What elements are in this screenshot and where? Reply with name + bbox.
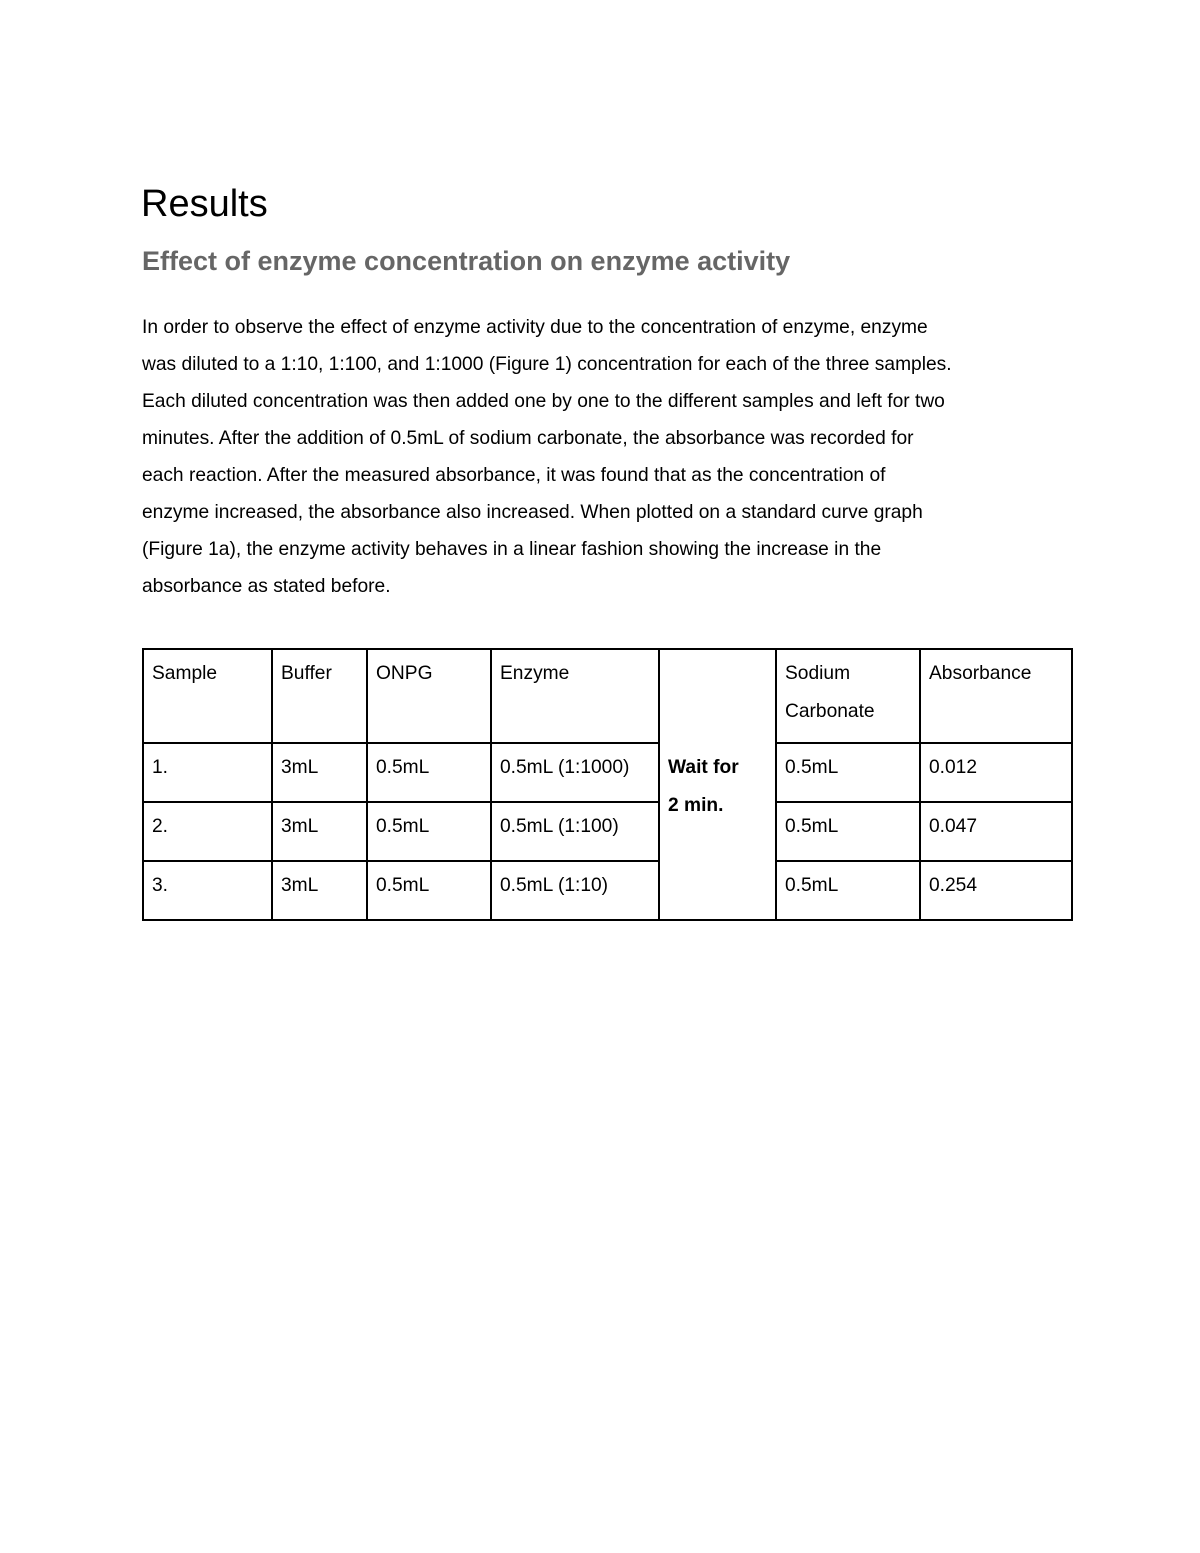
paragraph-line: absorbance as stated before. xyxy=(142,576,391,597)
cell-enzyme: 0.5mL (1:1000) xyxy=(491,743,659,802)
cell-buffer: 3mL xyxy=(272,861,367,920)
wait-cell xyxy=(659,649,776,920)
header-absorbance: Absorbance xyxy=(920,649,1072,743)
paragraph-line: In order to observe the effect of enzyme activity due to the concentration of enzyme, enzyme xyxy=(142,317,928,338)
cell-onpg: 0.5mL xyxy=(367,802,491,861)
table-row xyxy=(143,743,1072,802)
paragraph-line: each reaction. After the measured absorbance, it was found that as the concentration of xyxy=(142,465,886,486)
table-row xyxy=(143,802,1072,861)
cell-sodium: 0.5mL xyxy=(776,861,920,920)
header-sodium-carbonate xyxy=(776,649,920,743)
cell-sample: 3. xyxy=(143,861,272,920)
wait-line: 2 min. xyxy=(668,795,724,816)
cell-buffer: 3mL xyxy=(272,743,367,802)
cell-sodium: 0.5mL xyxy=(776,743,920,802)
page-title: Results xyxy=(141,183,268,225)
header-sodium-line: Carbonate xyxy=(785,701,875,722)
header-sodium-line: Sodium xyxy=(785,663,851,684)
cell-sample: 1. xyxy=(143,743,272,802)
cell-enzyme: 0.5mL (1:10) xyxy=(491,861,659,920)
header-sample: Sample xyxy=(143,649,272,743)
body-paragraph xyxy=(142,309,1072,605)
cell-enzyme: 0.5mL (1:100) xyxy=(491,802,659,861)
results-table xyxy=(142,648,1073,921)
cell-sample: 2. xyxy=(143,802,272,861)
cell-onpg: 0.5mL xyxy=(367,743,491,802)
paragraph-line: was diluted to a 1:10, 1:100, and 1:1000 (Figure 1) concentration for each of the three samples. xyxy=(142,354,952,375)
table-row xyxy=(143,861,1072,920)
cell-absorbance: 0.047 xyxy=(920,802,1072,861)
table-header-row xyxy=(143,649,1072,743)
cell-onpg: 0.5mL xyxy=(367,861,491,920)
cell-absorbance: 0.254 xyxy=(920,861,1072,920)
section-subtitle: Effect of enzyme concentration on enzyme activity xyxy=(142,246,791,276)
header-onpg: ONPG xyxy=(367,649,491,743)
header-enzyme: Enzyme xyxy=(491,649,659,743)
header-buffer: Buffer xyxy=(272,649,367,743)
cell-absorbance: 0.012 xyxy=(920,743,1072,802)
cell-buffer: 3mL xyxy=(272,802,367,861)
paragraph-line: Each diluted concentration was then added one by one to the different samples and left for two xyxy=(142,391,945,412)
cell-sodium: 0.5mL xyxy=(776,802,920,861)
wait-line: Wait for xyxy=(668,757,739,778)
wait-instruction xyxy=(668,749,767,825)
paragraph-line: enzyme increased, the absorbance also increased. When plotted on a standard curve graph xyxy=(142,502,923,523)
paragraph-line: minutes. After the addition of 0.5mL of sodium carbonate, the absorbance was recorded for xyxy=(142,428,914,449)
paragraph-line: (Figure 1a), the enzyme activity behaves in a linear fashion showing the increase in the xyxy=(142,539,882,560)
